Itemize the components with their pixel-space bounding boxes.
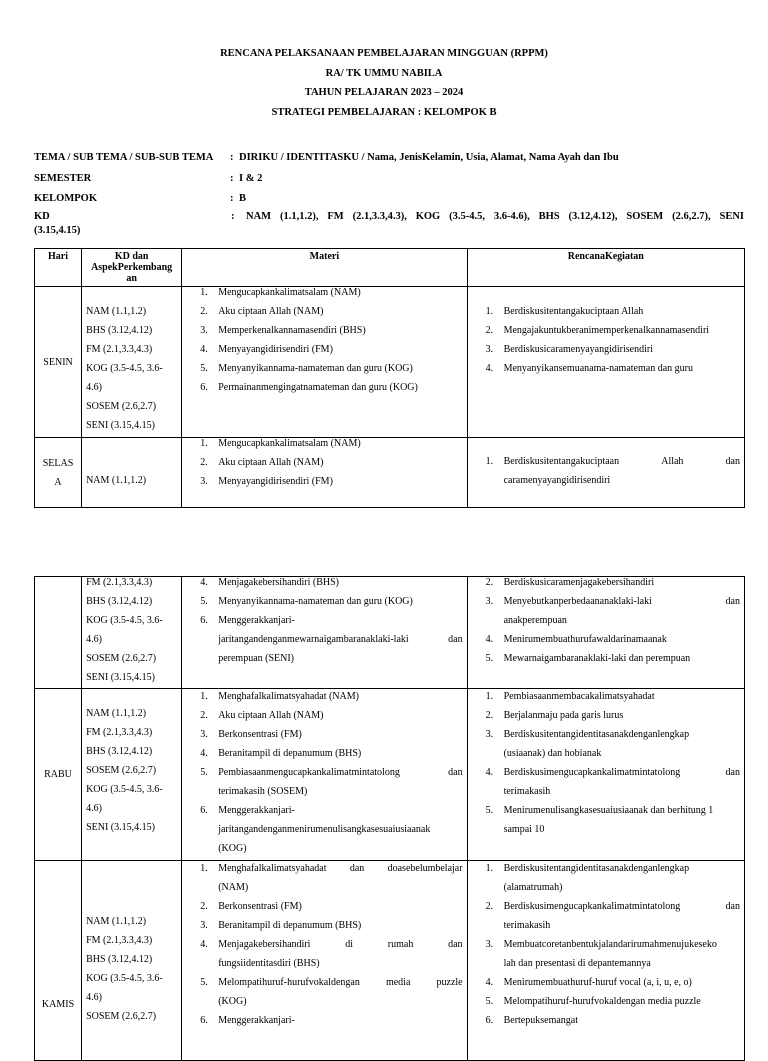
plan-table-part-1	[34, 248, 745, 508]
list-item: 3. Beranitampil di depanumum (BHS)	[200, 920, 362, 931]
kd-item: BHS (3.12,4.12)	[86, 596, 153, 607]
list-item: 6. Permainanmengingatnamateman dan guru (KOG)	[200, 382, 418, 393]
table-row-kamis	[35, 861, 745, 1061]
kd-item: 4.6)	[86, 634, 102, 645]
kd-colon: :	[231, 210, 235, 222]
list-item: 5. Menyanyikannama-namateman dan guru (KOG)	[200, 596, 413, 607]
kd-item: BHS (3.12,4.12)	[86, 325, 153, 336]
title-line-3: TAHUN PELAJARAN 2023 – 2024	[304, 87, 464, 98]
list-item: 5. Menirumenulisangkasesuaiusiaanak dan berhitung 1 sampai 10	[485, 805, 714, 835]
document-title	[0, 44, 768, 122]
list-item: 3. Menyebutkanperbedaananaklaki-laki dan anakperempuan	[485, 596, 740, 626]
list-item: 2. Berjalanmaju pada garis lurus	[485, 710, 624, 721]
materi-cell-selasa-continued	[182, 577, 467, 689]
list-item: 4. Beranitampil di depanumum (BHS)	[200, 748, 362, 759]
list-item: 1. Menghafalkalimatsyahadat dan doasebelumbelajar (NAM)	[200, 863, 463, 893]
title-line-2: RA/ TK UMMU NABILA	[325, 67, 443, 79]
title-line-4: STRATEGI PEMBELAJARAN : KELOMPOK B	[271, 106, 497, 118]
kd-item: FM (2.1,3.3,4.3)	[86, 727, 153, 738]
kd-item: SENI (3.15,4.15)	[86, 822, 155, 833]
table-header-row	[35, 249, 745, 287]
kd-item: KOG (3.5-4.5, 3.6-	[86, 363, 163, 374]
list-item: 1. Berdiskusitentangidentitasanakdenganlengkap (alamatrumah)	[485, 863, 690, 893]
materi-cell-rabu	[182, 689, 467, 861]
kd-item: SOSEM (2.6,2.7)	[86, 765, 157, 776]
semester-row	[34, 169, 744, 190]
kd-item: NAM (1.1,1.2)	[86, 306, 147, 317]
table-row-senin	[35, 287, 745, 438]
kd-item: KOG (3.5-4.5, 3.6-	[86, 615, 163, 626]
list-item: 2. Aku ciptaan Allah (NAM)	[200, 306, 324, 317]
kd-row	[34, 210, 744, 238]
kd-item: 4.6)	[86, 803, 102, 814]
kd-item: 4.6)	[86, 382, 102, 393]
list-item: 5. Menyanyikannama-namateman dan guru (KOG)	[200, 363, 413, 374]
list-item: 3. Membuatcoretanbentukjalandarirumahmenujukeseko lah dan presentasi di depantemannya	[485, 939, 717, 969]
list-item: 6. Bertepuksemangat	[485, 1015, 579, 1026]
kd-label: KD	[34, 210, 50, 222]
materi-cell-selasa	[182, 438, 467, 508]
list-item: 4. Menirumembuathuruf-huruf vocal (a, i, u, e, o)	[485, 977, 692, 988]
kd-cell-kamis	[82, 861, 182, 1061]
list-item: 3. Berdiskusitentangidentitasanakdenganlengkap (usiaanak) dan hobianak	[485, 729, 690, 759]
hari-cell-selasa	[35, 438, 82, 508]
kd-item: BHS (3.12,4.12)	[86, 954, 153, 965]
table-row-selasa-continued	[35, 577, 745, 689]
kd-item: FM (2.1,3.3,4.3)	[86, 577, 153, 588]
kd-item: SENI (3.15,4.15)	[86, 420, 155, 431]
title-line-1: RENCANA PELAKSANAAN PEMBELAJARAN MINGGUAN (RPPM)	[220, 48, 548, 59]
tema-value: DIRIKU / IDENTITASKU / Nama, JenisKelamin, Usia, Alamat, Nama Ayah dan Ibu	[239, 152, 619, 163]
kd-item: KOG (3.5-4.5, 3.6-	[86, 973, 163, 984]
kd-value-continuation: (3.15,4.15)	[34, 224, 81, 236]
semester-value: I & 2	[239, 172, 263, 184]
tema-colon: :	[230, 152, 234, 163]
semester-colon: :	[230, 172, 234, 184]
kd-item: FM (2.1,3.3,4.3)	[86, 344, 153, 355]
kd-item: NAM (1.1,1.2)	[86, 708, 147, 719]
kd-item: FM (2.1,3.3,4.3)	[86, 935, 153, 946]
tema-row	[34, 148, 744, 169]
info-section	[34, 148, 744, 238]
list-item: 2. Berdiskusimengucapkankalimatmintatolong dan terimakasih	[485, 901, 740, 931]
kd-item: BHS (3.12,4.12)	[86, 746, 153, 757]
kd-cell-senin	[82, 287, 182, 438]
hari-selasa-line-2: A	[54, 476, 62, 488]
kd-item: 4.6)	[86, 992, 102, 1003]
list-item: 1. Mengucapkankalimatsalam (NAM)	[200, 287, 361, 298]
list-item: 2. Mengajakuntukberanimemperkenalkannamasendiri	[485, 325, 710, 336]
kd-item: SENI (3.15,4.15)	[86, 672, 155, 683]
kd-item: SOSEM (2.6,2.7)	[86, 1011, 157, 1022]
kd-cell-selasa	[82, 438, 182, 508]
hari-selasa-line-1: SELAS	[42, 457, 74, 469]
kelompok-row	[34, 189, 744, 210]
list-item: 1. Mengucapkankalimatsalam (NAM)	[200, 438, 361, 449]
list-item: 5. Melompatihuruf-hurufvokaldengan media puzzle (KOG)	[200, 977, 463, 1007]
list-item: 3. Memperkenalkannamasendiri (BHS)	[200, 325, 366, 336]
materi-cell-senin	[182, 287, 467, 438]
kd-cell-selasa-continued	[82, 577, 182, 689]
list-item: 3. Menyayangidirisendiri (FM)	[200, 476, 333, 487]
kd-item: SOSEM (2.6,2.7)	[86, 401, 157, 412]
hari-cell-rabu: RABU	[35, 689, 82, 861]
materi-cell-kamis	[182, 861, 467, 1061]
kelompok-label: KELOMPOK	[34, 193, 97, 204]
list-item: 1. Pembiasaanmembacakalimatsyahadat	[485, 691, 655, 702]
list-item: 4. Menyanyikansemuanama-namateman dan guru	[485, 363, 693, 374]
kegiatan-cell-selasa	[467, 438, 744, 508]
list-item: 2. Berdiskusicaramenjagakebersihandiri	[485, 577, 655, 588]
kegiatan-cell-senin	[467, 287, 744, 438]
hari-cell-kamis: KAMIS	[35, 861, 82, 1061]
hari-cell-selasa-continued	[35, 577, 82, 689]
list-item: 6. Menggerakkanjari- jaritangandenganmewarnaigambaranaklaki-laki dan perempuan (SENI)	[200, 615, 463, 664]
list-item: 2. Berkonsentrasi (FM)	[200, 901, 302, 912]
header-kd-line-1: KD dan	[114, 251, 149, 262]
kd-cell-rabu	[82, 689, 182, 861]
list-item: 1. Berdiskusitentangakuciptaan Allah dan caramenyayangidirisendiri	[485, 456, 740, 486]
hari-cell-senin: SENIN	[35, 287, 82, 438]
kd-item: SOSEM (2.6,2.7)	[86, 653, 157, 664]
tema-label: TEMA / SUB TEMA / SUB-SUB TEMA	[34, 152, 214, 163]
kd-item: KOG (3.5-4.5, 3.6-	[86, 784, 163, 795]
header-hari: Hari	[35, 249, 82, 287]
list-item: 6. Menggerakkanjari-	[200, 1015, 295, 1026]
header-kd	[82, 249, 182, 287]
kd-item: NAM (1.1,1.2)	[86, 475, 147, 486]
list-item: 5. Mewarnaigambaranaklaki-laki dan perempuan	[485, 653, 691, 664]
plan-table-part-2	[34, 576, 745, 1061]
list-item: 2. Aku ciptaan Allah (NAM)	[200, 457, 324, 468]
list-item: 5. Pembiasaanmengucapkankalimatmintatolong dan terimakasih (SOSEM)	[200, 767, 463, 797]
list-item: 1. Menghafalkalimatsyahadat (NAM)	[200, 691, 359, 702]
list-item: 4. Menjagakebersihandiri di rumah dan fungsiidentitasdiri (BHS)	[200, 939, 463, 969]
list-item: 3. Berdiskusicaramenyayangidirisendiri	[485, 344, 653, 355]
kegiatan-cell-kamis	[467, 861, 744, 1061]
header-kd-line-3: an	[126, 273, 137, 284]
list-item: 4. Menjagakebersihandiri (BHS)	[200, 577, 340, 588]
kd-item: NAM (1.1,1.2)	[86, 916, 147, 927]
list-item: 3. Berkonsentrasi (FM)	[200, 729, 302, 740]
list-item: 4. Menirumembuathurufawaldarinamaanak	[485, 634, 667, 645]
list-item: 1. Berdiskusitentangakuciptaan Allah	[485, 306, 644, 317]
list-item: 5. Melompatihuruf-hurufvokaldengan media puzzle	[485, 996, 701, 1007]
list-item: 6. Menggerakkanjari- jaritangandenganmenirumenulisangkasesuaiusiaanak (KOG)	[200, 805, 431, 854]
list-item: 4. Menyayangidirisendiri (FM)	[200, 344, 333, 355]
kd-value: NAM (1.1,1.2), FM (2.1,3.3,4.3), KOG (3.5-4.5, 3.6-4.6), BHS (3.12,4.12), SOSEM (2.6,2.7), SENI	[246, 210, 744, 222]
kegiatan-cell-rabu	[467, 689, 744, 861]
table-row-rabu	[35, 689, 745, 861]
kelompok-value: B	[239, 193, 247, 204]
header-kegiatan: RencanaKegiatan	[467, 249, 744, 287]
kelompok-colon: :	[230, 193, 234, 204]
header-materi: Materi	[182, 249, 467, 287]
kegiatan-cell-selasa-continued	[467, 577, 744, 689]
semester-label: SEMESTER	[34, 172, 92, 184]
header-kd-line-2: AspekPerkembang	[91, 262, 173, 273]
list-item: 2. Aku ciptaan Allah (NAM)	[200, 710, 324, 721]
list-item: 4. Berdiskusimengucapkankalimatmintatolong dan terimakasih	[485, 767, 740, 797]
table-row-selasa	[35, 438, 745, 508]
